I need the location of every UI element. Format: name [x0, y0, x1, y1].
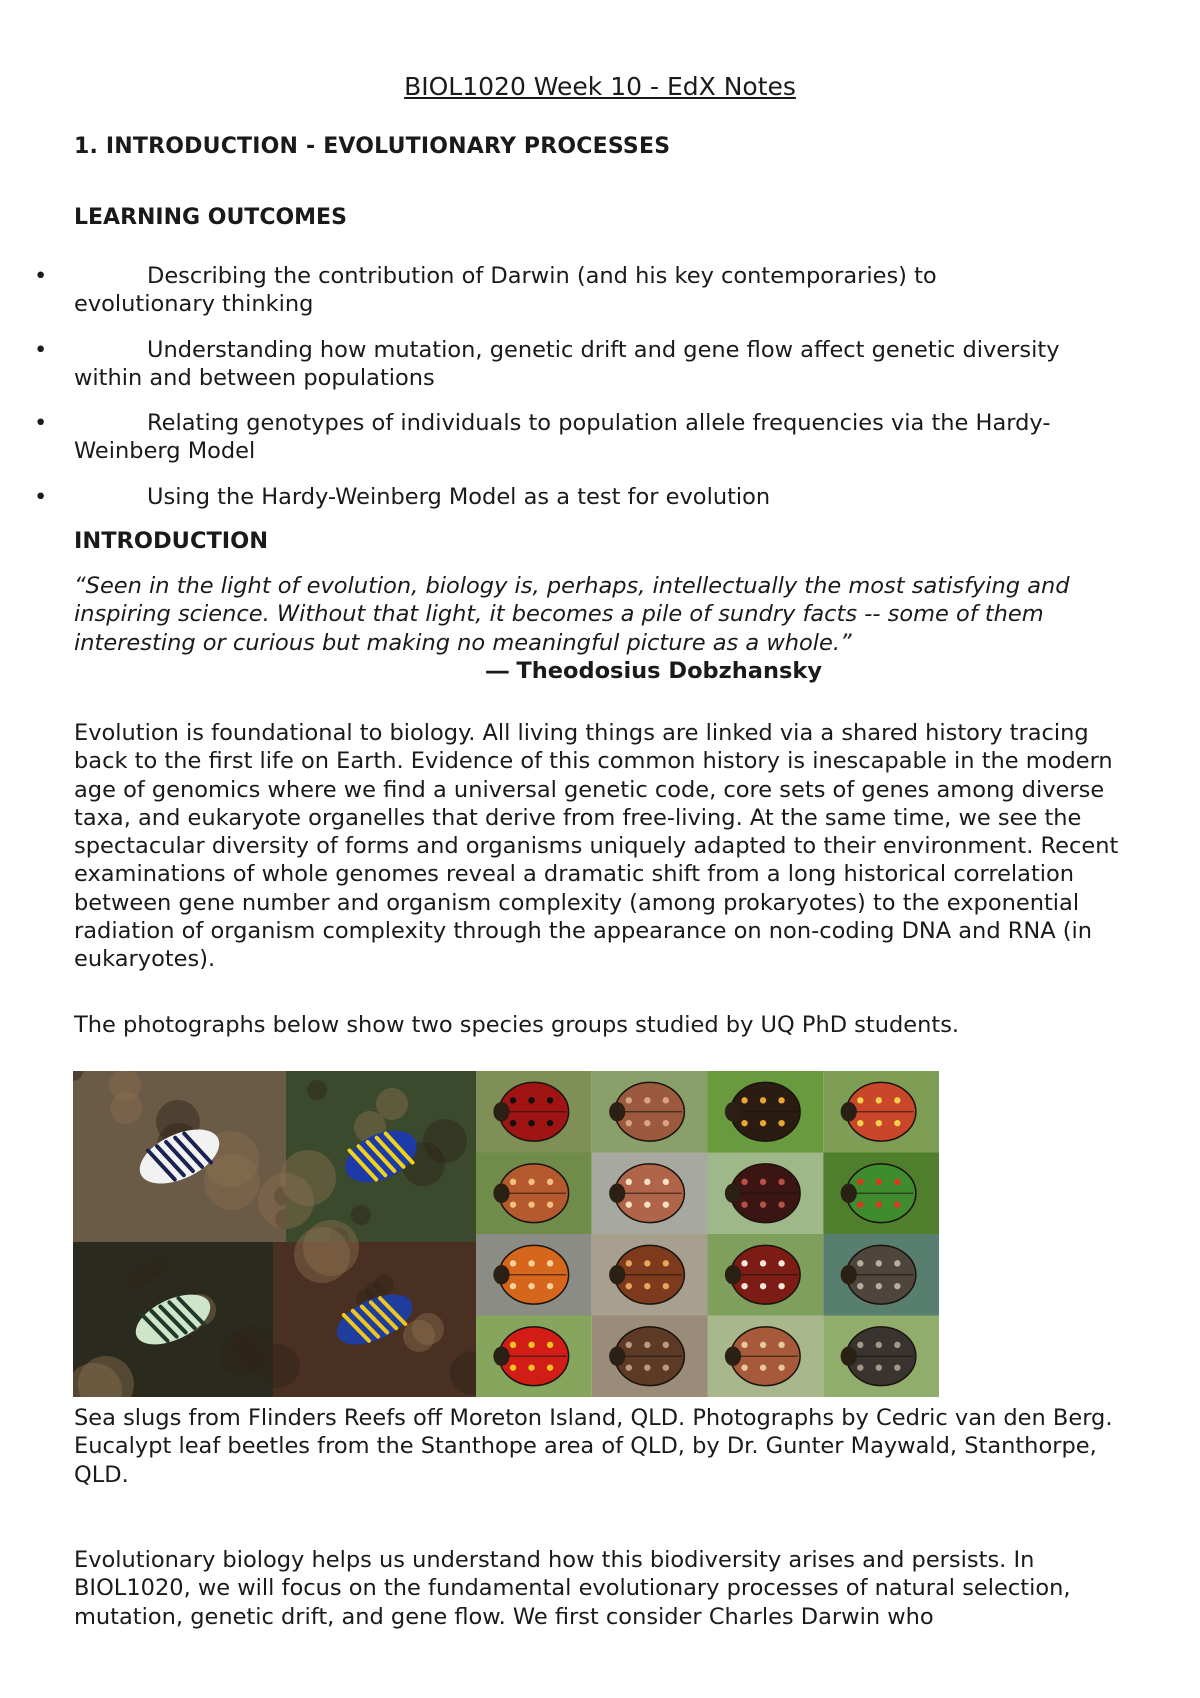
section-heading: 1. INTRODUCTION - EVOLUTIONARY PROCESSES: [74, 134, 671, 159]
list-item-line: Relating genotypes of individuals to population allele frequencies via the Hardy-: [147, 410, 1051, 436]
beetle-pale-striped-photo: [592, 1153, 708, 1235]
beetle-striped-orange-brown-photo: [476, 1153, 592, 1235]
beetle-orange-spotted-photo: [476, 1234, 592, 1316]
list-item-line: Using the Hardy-Weinberg Model as a test for evolution: [147, 484, 771, 510]
list-item-line: Weinberg Model: [74, 438, 256, 464]
beetle-red-black-striped-photo: [476, 1071, 592, 1153]
list-item-line: Understanding how mutation, genetic drift and gene flow affect genetic diversity: [147, 337, 1060, 363]
paragraph-photographs: The photographs below show two species groups studied by UQ PhD students.: [74, 1012, 960, 1038]
beetle-brown-dotted-photo: [592, 1316, 708, 1398]
beetle-red-yellow-rim-photo: [476, 1316, 592, 1398]
learning-outcomes-heading: LEARNING OUTCOMES: [74, 205, 347, 230]
beetle-grey-speckled-photo: [823, 1234, 939, 1316]
sea-slug-blue-yellow-photo: [258, 1071, 476, 1248]
beetle-brown-spotted-photo: [592, 1234, 708, 1316]
bullet-icon: •: [34, 410, 48, 436]
list-item-line: evolutionary thinking: [74, 291, 314, 317]
paragraph-evolutionary-biology: Evolutionary biology helps us understand how this biodiversity arises and persists. In BIOL1020, we will focus on the fundamental evolutionary processes of natural selection, mutation, genetic drift, and gene flow. We first consider Charles Darwin who: [74, 1547, 1071, 1630]
beetle-dark-red-speckled-photo: [708, 1153, 824, 1235]
bullet-icon: •: [34, 263, 48, 289]
list-item-line: Describing the contribution of Darwin (and his key contemporaries) to: [147, 263, 937, 289]
sea-slug-green-dark-photo: [73, 1242, 275, 1397]
document-title: BIOL1020 Week 10 - EdX Notes: [404, 72, 796, 101]
sea-slug-blue-yellow-pair-photo: [256, 1220, 494, 1397]
quote-text: “Seen in the light of evolution, biology is, perhaps, intellectually the most satisfying and inspiring science. Without that light, it becomes a pile of sundry facts -- some of them interesting or curious but making no meaningful picture as a whole.”: [74, 573, 1070, 656]
figure-captions: [74, 1404, 1144, 1489]
species-photo-collage: [73, 1071, 939, 1397]
caption-leaf-beetles: Eucalypt leaf beetles from the Stanthope area of QLD, by Dr. Gunter Maywald, Stanthorpe, QLD.: [74, 1433, 1097, 1488]
caption-sea-slugs: Sea slugs from Flinders Reefs off Moreton Island, QLD. Photographs by Cedric van den Berg.: [74, 1405, 1113, 1431]
beetle-brown-speckled-photo: [592, 1071, 708, 1153]
list-item-line: within and between populations: [74, 365, 435, 391]
quote-attribution: ― Theodosius Dobzhansky: [486, 658, 822, 684]
introduction-heading: INTRODUCTION: [74, 528, 269, 554]
sea-slug-white-black-striped-photo: [73, 1071, 295, 1242]
bullet-icon: •: [34, 484, 48, 510]
beetle-tan-speckled-photo: [708, 1316, 824, 1398]
beetle-dark-gold-striped-photo: [708, 1071, 824, 1153]
paragraph-evolution: Evolution is foundational to biology. All living things are linked via a shared history tracing back to the first life on Earth. Evidence of this common history is inescapable in the modern age of genomics where we find a universal genetic code, core sets of genes among diverse taxa, and eukaryote organelles that derive from free-living. At the same time, we see the spectacular diversity of forms and organisms uniquely adapted to their environment. Recent examinations of whole genomes reveal a dramatic shift from a long historical correlation between gene number and organism complexity (among prokaryotes) to the exponential radiation of organism complexity through the appearance on non-coding DNA and RNA (in eukaryotes).: [74, 720, 1119, 973]
species-photo-figure: [73, 1071, 939, 1397]
bullet-icon: •: [34, 337, 48, 363]
beetle-dark-grey-speckled-photo: [823, 1316, 939, 1398]
beetle-green-red-striped-photo: [823, 1153, 939, 1235]
beetle-red-white-spotted-photo: [708, 1234, 824, 1316]
beetle-red-yellow-spotted-photo: [823, 1071, 939, 1153]
